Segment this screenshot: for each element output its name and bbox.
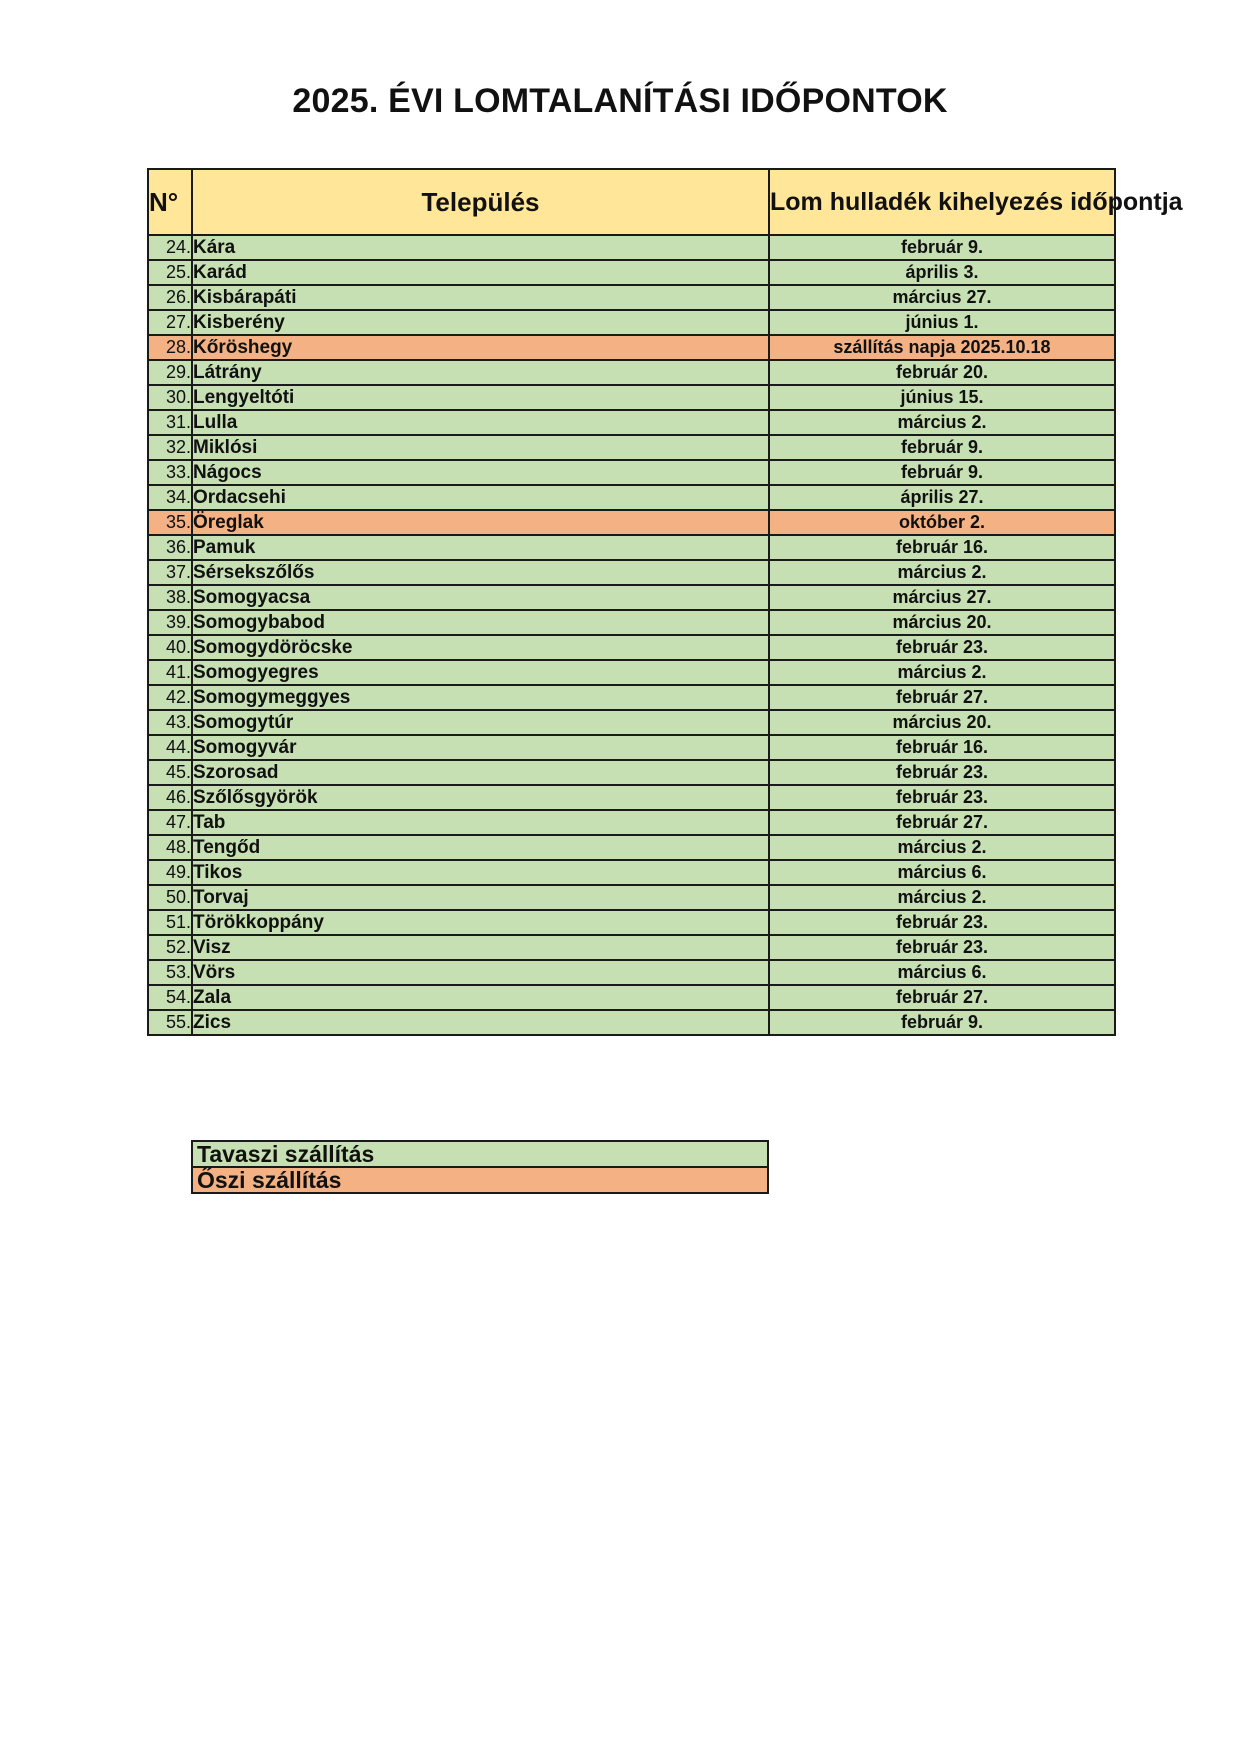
row-number: 32. xyxy=(148,435,192,460)
row-settlement: Törökkoppány xyxy=(192,910,769,935)
row-settlement: Sérsekszőlős xyxy=(192,560,769,585)
header-date: Lom hulladék kihelyezés időpontja xyxy=(769,169,1115,235)
row-settlement: Visz xyxy=(192,935,769,960)
schedule-table xyxy=(147,168,1183,1036)
table-row xyxy=(148,560,1115,585)
row-number: 28. xyxy=(148,335,192,360)
row-number: 55. xyxy=(148,1010,192,1035)
row-date: február 9. xyxy=(769,1010,1115,1035)
table-row xyxy=(148,985,1115,1010)
row-settlement: Ordacsehi xyxy=(192,485,769,510)
row-date: február 23. xyxy=(769,760,1115,785)
row-date: március 2. xyxy=(769,410,1115,435)
row-date: február 27. xyxy=(769,685,1115,710)
table-row xyxy=(148,685,1115,710)
row-date: március 20. xyxy=(769,710,1115,735)
row-date: február 20. xyxy=(769,360,1115,385)
row-number: 44. xyxy=(148,735,192,760)
row-date: március 20. xyxy=(769,610,1115,635)
row-settlement: Kőröshegy xyxy=(192,335,769,360)
row-date: június 1. xyxy=(769,310,1115,335)
row-number: 51. xyxy=(148,910,192,935)
row-date: március 2. xyxy=(769,660,1115,685)
row-number: 50. xyxy=(148,885,192,910)
row-number: 30. xyxy=(148,385,192,410)
row-settlement: Szorosad xyxy=(192,760,769,785)
table-row xyxy=(148,410,1115,435)
row-settlement: Somogytúr xyxy=(192,710,769,735)
legend-autumn: Őszi szállítás xyxy=(192,1167,768,1193)
row-settlement: Somogybabod xyxy=(192,610,769,635)
row-date: szállítás napja 2025.10.18 xyxy=(769,335,1115,360)
table-row xyxy=(148,660,1115,685)
row-date: február 9. xyxy=(769,435,1115,460)
row-settlement: Zala xyxy=(192,985,769,1010)
table-row xyxy=(148,585,1115,610)
row-date: február 27. xyxy=(769,985,1115,1010)
row-number: 52. xyxy=(148,935,192,960)
row-number: 38. xyxy=(148,585,192,610)
table-row xyxy=(148,910,1115,935)
table-row xyxy=(148,360,1115,385)
row-number: 36. xyxy=(148,535,192,560)
row-date: március 2. xyxy=(769,560,1115,585)
row-settlement: Vörs xyxy=(192,960,769,985)
row-date: február 23. xyxy=(769,935,1115,960)
row-date: március 6. xyxy=(769,860,1115,885)
row-number: 42. xyxy=(148,685,192,710)
table-row xyxy=(148,860,1115,885)
row-number: 47. xyxy=(148,810,192,835)
header-settlement: Település xyxy=(192,169,769,235)
row-settlement: Tikos xyxy=(192,860,769,885)
legend xyxy=(191,1140,769,1194)
row-number: 35. xyxy=(148,510,192,535)
row-date: február 16. xyxy=(769,735,1115,760)
row-number: 27. xyxy=(148,310,192,335)
row-number: 24. xyxy=(148,235,192,260)
table-row xyxy=(148,260,1115,285)
row-settlement: Zics xyxy=(192,1010,769,1035)
table-body xyxy=(148,235,1115,1035)
table-row xyxy=(148,510,1115,535)
row-number: 39. xyxy=(148,610,192,635)
row-number: 33. xyxy=(148,460,192,485)
row-settlement: Tengőd xyxy=(192,835,769,860)
row-date: február 16. xyxy=(769,535,1115,560)
row-number: 48. xyxy=(148,835,192,860)
table-row xyxy=(148,285,1115,310)
table-row xyxy=(148,435,1115,460)
row-number: 49. xyxy=(148,860,192,885)
table-row xyxy=(148,635,1115,660)
row-settlement: Látrány xyxy=(192,360,769,385)
row-settlement: Öreglak xyxy=(192,510,769,535)
table-row xyxy=(148,710,1115,735)
row-date: február 9. xyxy=(769,460,1115,485)
legend-spring: Tavaszi szállítás xyxy=(192,1141,768,1167)
table-row xyxy=(148,1010,1115,1035)
row-number: 53. xyxy=(148,960,192,985)
row-number: 45. xyxy=(148,760,192,785)
row-settlement: Karád xyxy=(192,260,769,285)
row-settlement: Somogyacsa xyxy=(192,585,769,610)
row-number: 29. xyxy=(148,360,192,385)
row-number: 43. xyxy=(148,710,192,735)
row-number: 46. xyxy=(148,785,192,810)
row-settlement: Lulla xyxy=(192,410,769,435)
table-row xyxy=(148,735,1115,760)
row-date: március 27. xyxy=(769,285,1115,310)
row-settlement: Torvaj xyxy=(192,885,769,910)
row-number: 25. xyxy=(148,260,192,285)
row-number: 40. xyxy=(148,635,192,660)
page-title: 2025. ÉVI LOMTALANÍTÁSI IDŐPONTOK xyxy=(292,82,948,120)
row-date: február 23. xyxy=(769,785,1115,810)
row-settlement: Lengyeltóti xyxy=(192,385,769,410)
row-settlement: Somogyvár xyxy=(192,735,769,760)
row-settlement: Szőlősgyörök xyxy=(192,785,769,810)
row-settlement: Kisbárapáti xyxy=(192,285,769,310)
row-settlement: Miklósi xyxy=(192,435,769,460)
row-settlement: Tab xyxy=(192,810,769,835)
table-row xyxy=(148,385,1115,410)
row-date: február 23. xyxy=(769,635,1115,660)
row-number: 26. xyxy=(148,285,192,310)
row-date: március 2. xyxy=(769,835,1115,860)
row-date: február 27. xyxy=(769,810,1115,835)
row-date: február 23. xyxy=(769,910,1115,935)
row-settlement: Nágocs xyxy=(192,460,769,485)
row-settlement: Somogydöröcske xyxy=(192,635,769,660)
row-date: február 9. xyxy=(769,235,1115,260)
row-number: 54. xyxy=(148,985,192,1010)
table-row xyxy=(148,760,1115,785)
table-row xyxy=(148,785,1115,810)
row-date: április 3. xyxy=(769,260,1115,285)
table-row xyxy=(148,235,1115,260)
row-number: 31. xyxy=(148,410,192,435)
table-row xyxy=(148,535,1115,560)
table-row xyxy=(148,335,1115,360)
row-number: 41. xyxy=(148,660,192,685)
table-row xyxy=(148,885,1115,910)
row-settlement: Kisberény xyxy=(192,310,769,335)
table-row xyxy=(148,835,1115,860)
row-date: március 2. xyxy=(769,885,1115,910)
table-row xyxy=(148,485,1115,510)
table-row xyxy=(148,610,1115,635)
table-row xyxy=(148,460,1115,485)
row-number: 34. xyxy=(148,485,192,510)
table-header-row xyxy=(148,169,1115,235)
row-settlement: Kára xyxy=(192,235,769,260)
row-settlement: Pamuk xyxy=(192,535,769,560)
row-date: március 27. xyxy=(769,585,1115,610)
table-row xyxy=(148,810,1115,835)
row-number: 37. xyxy=(148,560,192,585)
row-date: március 6. xyxy=(769,960,1115,985)
row-date: április 27. xyxy=(769,485,1115,510)
row-date: október 2. xyxy=(769,510,1115,535)
table-row xyxy=(148,960,1115,985)
row-date: június 15. xyxy=(769,385,1115,410)
header-number: N° xyxy=(148,169,192,235)
table-row xyxy=(148,935,1115,960)
table-row xyxy=(148,310,1115,335)
row-settlement: Somogyegres xyxy=(192,660,769,685)
row-settlement: Somogymeggyes xyxy=(192,685,769,710)
